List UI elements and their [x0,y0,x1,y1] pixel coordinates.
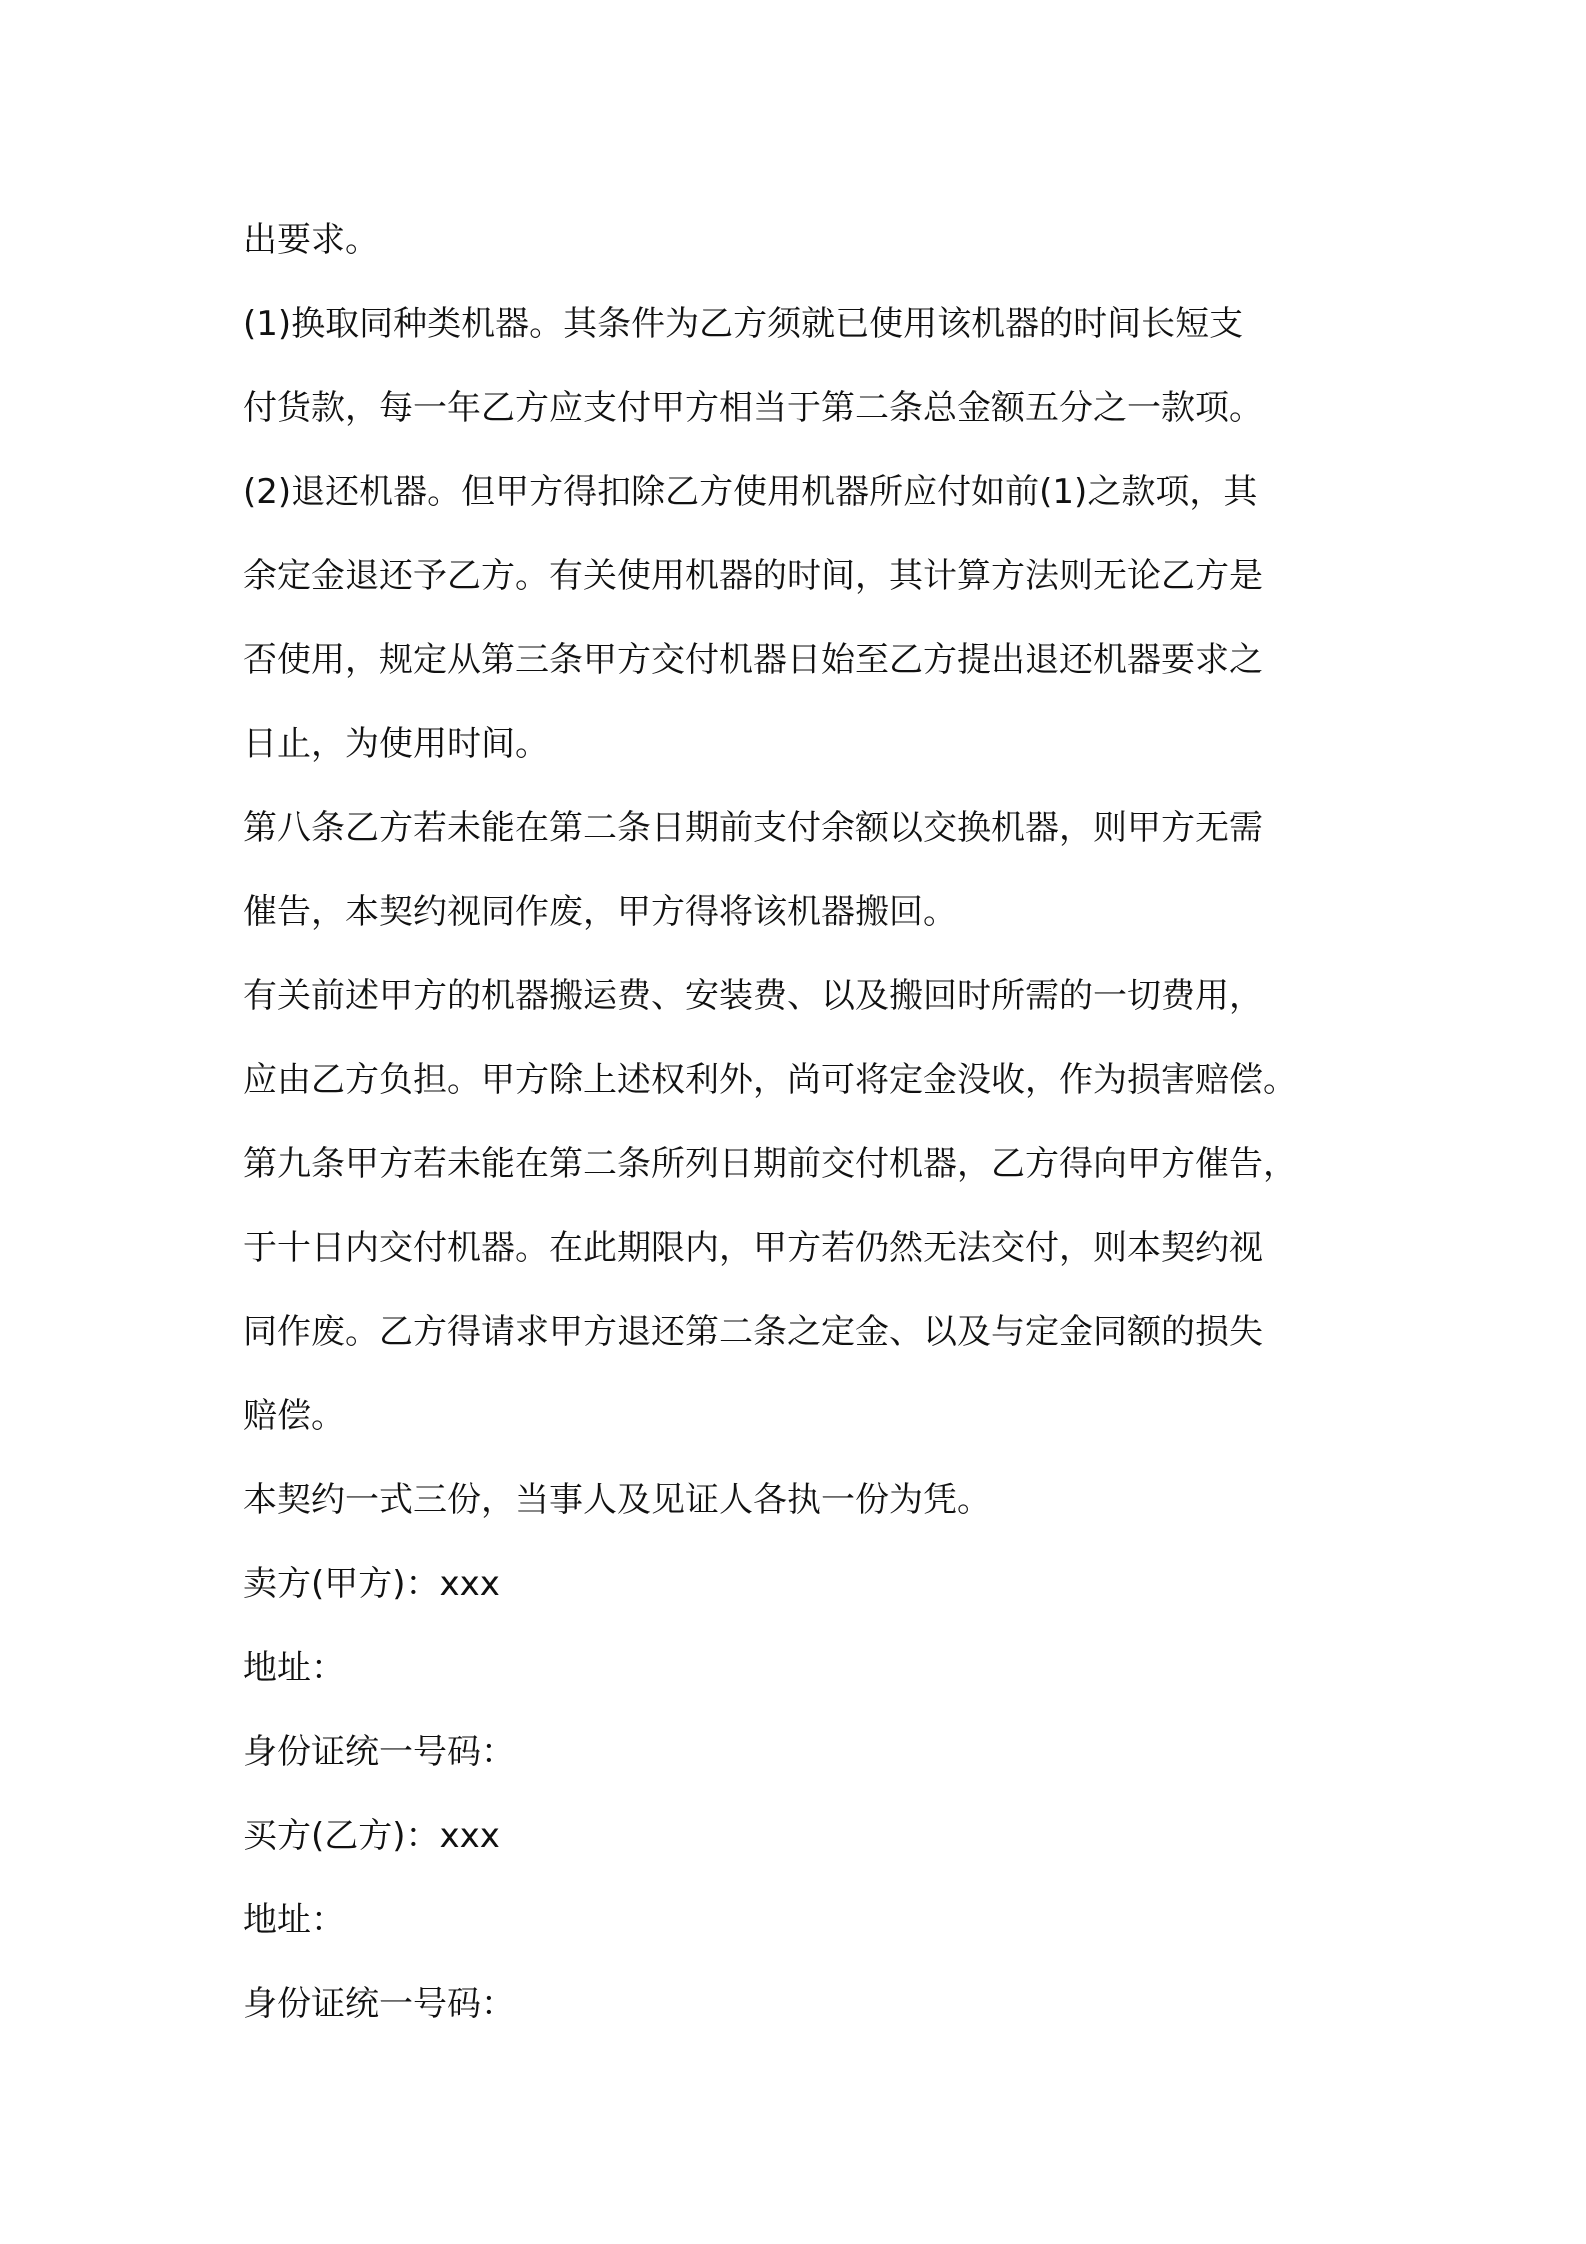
buyer-address-line: 地址： [243,1900,345,1940]
buyer-name-line: 买方(乙方)：xxx [243,1816,500,1856]
seller-name-line: 卖方(甲方)：xxx [243,1564,500,1604]
document-body [243,198,1363,2046]
seller-id-line: 身份证统一号码： [243,1732,515,1772]
text-line: 应由乙方负担。甲方除上述权利外，尚可将定金没收，作为损害赔偿。 [243,1060,1297,1100]
text-line: 余定金退还予乙方。有关使用机器的时间，其计算方法则无论乙方是 [243,556,1263,596]
text-line: (2)退还机器。但甲方得扣除乙方使用机器所应付如前(1)之款项，其 [243,472,1258,512]
text-line: 否使用，规定从第三条甲方交付机器日始至乙方提出退还机器要求之 [243,640,1263,680]
text-line: 第八条乙方若未能在第二条日期前支付余额以交换机器，则甲方无需 [243,808,1263,848]
seller-address-line: 地址： [243,1648,345,1688]
buyer-id-line: 身份证统一号码： [243,1984,515,2024]
text-line: 出要求。 [243,220,379,260]
text-line: 第九条甲方若未能在第二条所列日期前交付机器，乙方得向甲方催告， [243,1144,1297,1184]
text-line: 催告，本契约视同作废，甲方得将该机器搬回。 [243,892,957,932]
text-line: 付货款，每一年乙方应支付甲方相当于第二条总金额五分之一款项。 [243,388,1263,428]
text-line: (1)换取同种类机器。其条件为乙方须就已使用该机器的时间长短支 [243,304,1244,344]
text-line: 本契约一式三份，当事人及见证人各执一份为凭。 [243,1480,991,1520]
text-line: 有关前述甲方的机器搬运费、安装费、以及搬回时所需的一切费用， [243,976,1263,1016]
text-line: 日止，为使用时间。 [243,724,549,764]
text-line: 赔偿。 [243,1396,345,1436]
text-line: 于十日内交付机器。在此期限内，甲方若仍然无法交付，则本契约视 [243,1228,1263,1268]
text-line: 同作废。乙方得请求甲方退还第二条之定金、以及与定金同额的损失 [243,1312,1263,1352]
